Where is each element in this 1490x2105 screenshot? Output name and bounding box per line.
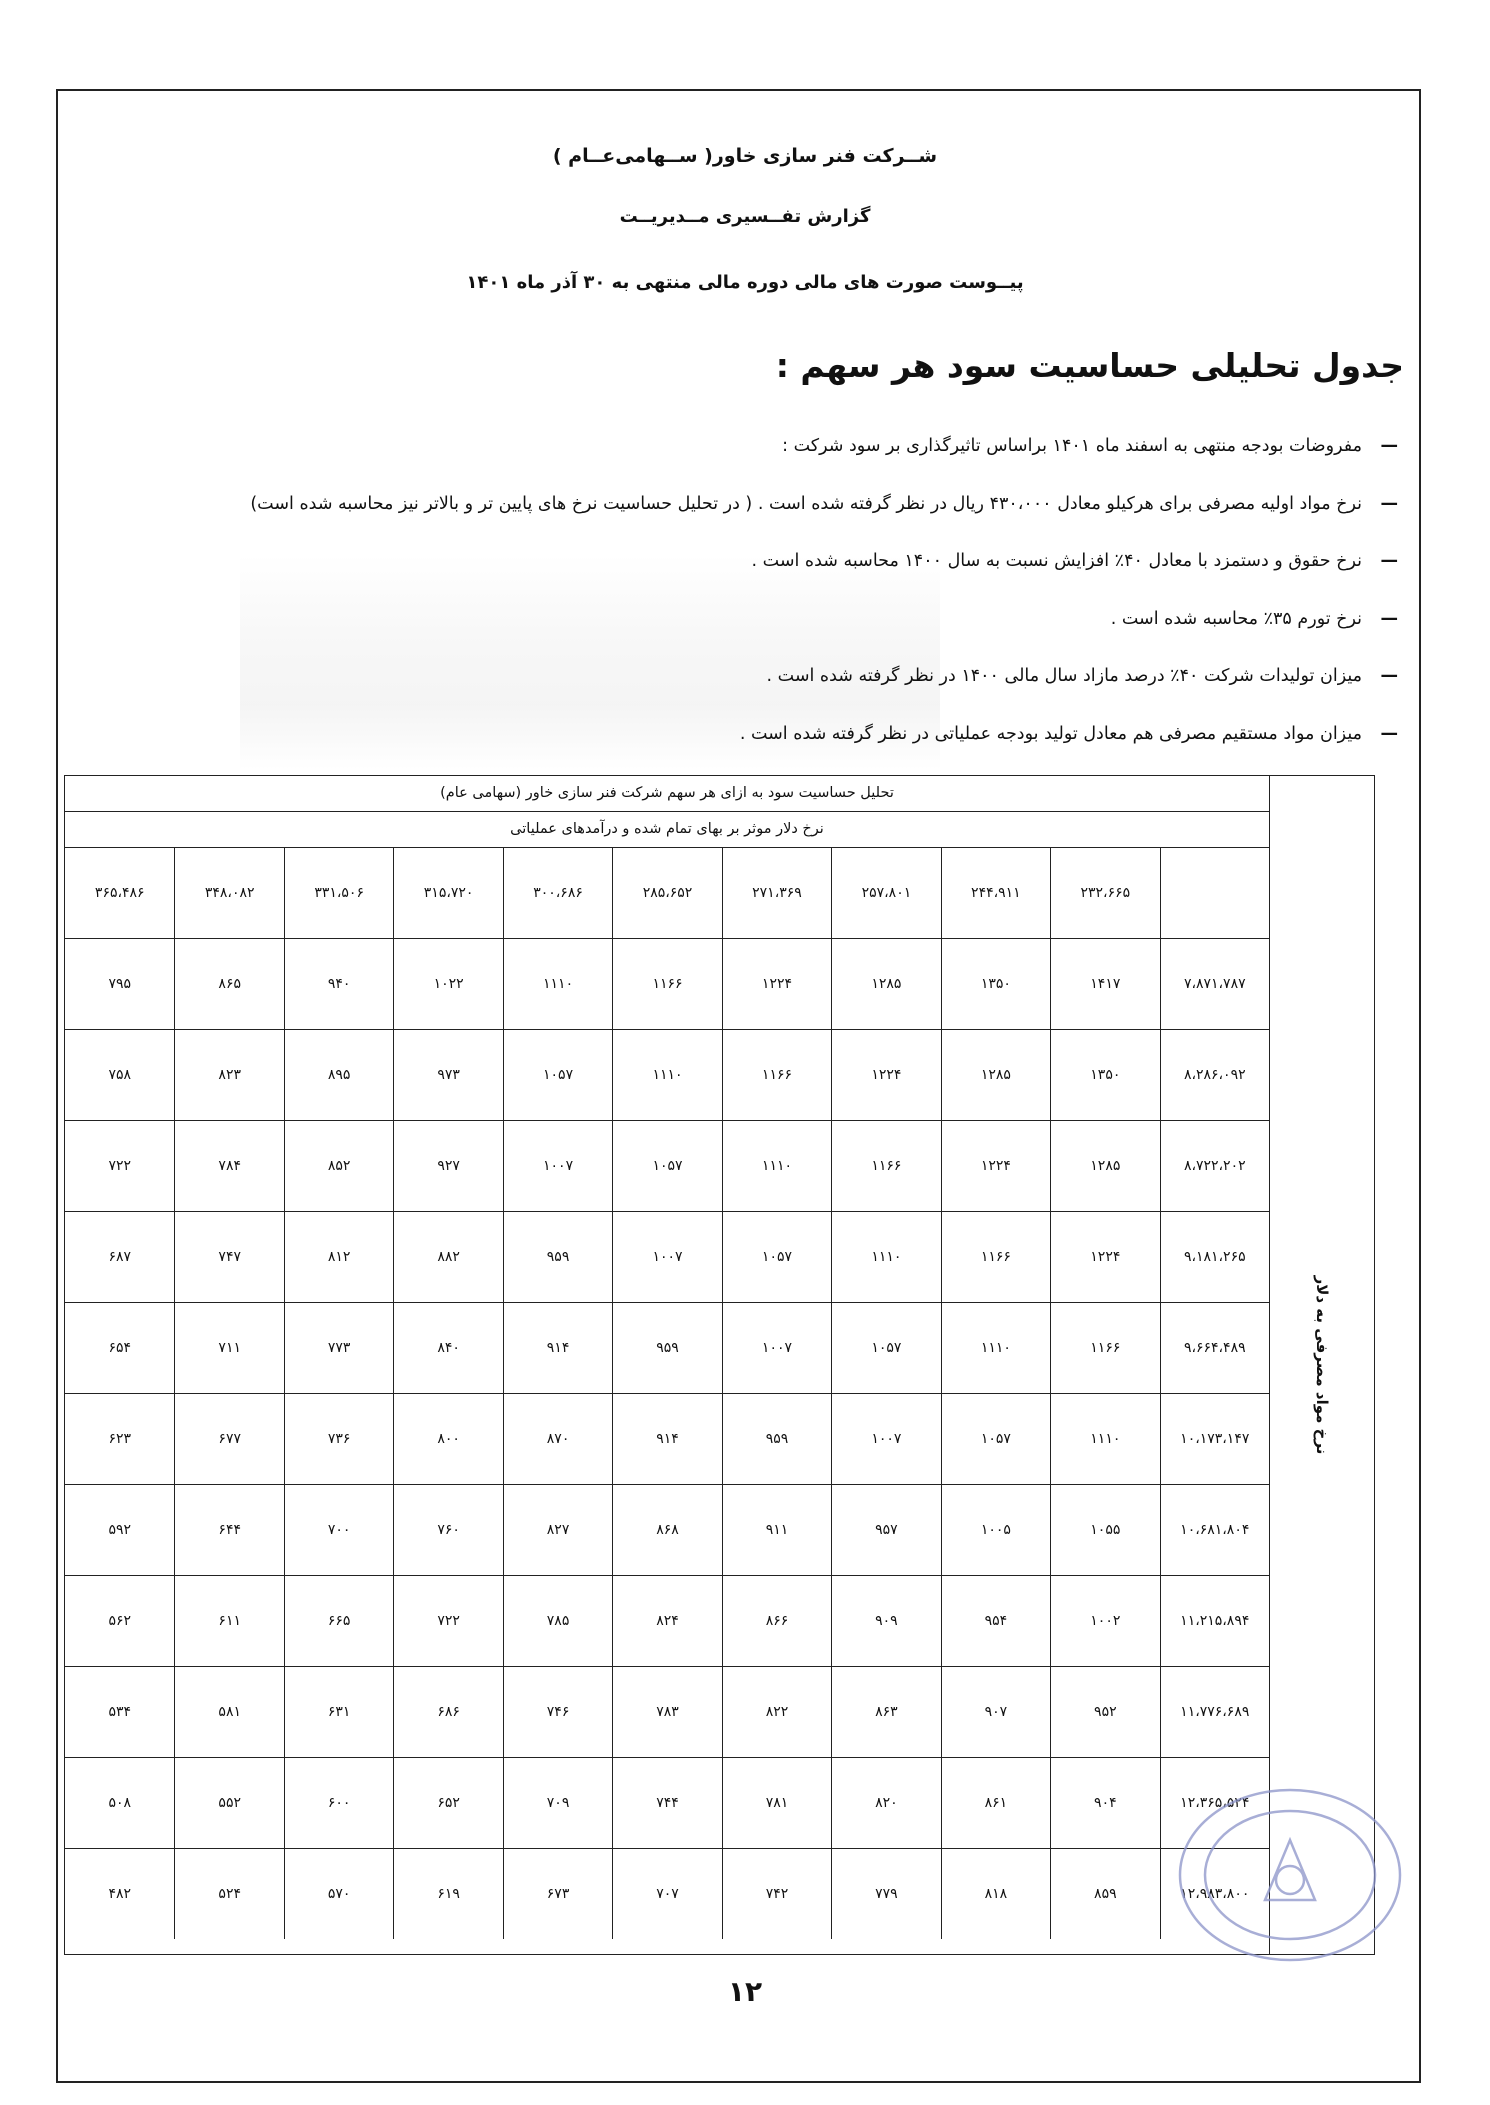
table-cell: ۱۲۲۴ bbox=[941, 1121, 1050, 1212]
page-number: ۱۲ bbox=[727, 1975, 763, 2008]
sensitivity-table bbox=[64, 775, 1375, 1955]
row-header-value: ۱۲،۹۸۳،۸۰۰ bbox=[1160, 1849, 1269, 1939]
row-header-value: ۸،۷۲۲،۲۰۲ bbox=[1160, 1121, 1269, 1212]
table-cell: ۸۶۵ bbox=[174, 939, 283, 1030]
table-cell: ۱۲۲۴ bbox=[831, 1030, 940, 1121]
column-header-value: ۲۵۷،۸۰۱ bbox=[831, 848, 940, 939]
column-header-value: ۳۶۵،۴۸۶ bbox=[65, 848, 174, 939]
table-cell: ۵۲۴ bbox=[174, 1849, 283, 1939]
table-cell: ۷۲۲ bbox=[393, 1576, 502, 1667]
table-cell: ۸۲۳ bbox=[174, 1030, 283, 1121]
row-header-value: ۱۱،۲۱۵،۸۹۴ bbox=[1160, 1576, 1269, 1667]
table-cell: ۸۶۶ bbox=[722, 1576, 831, 1667]
list-item-text: میزان مواد مستقیم مصرفی هم معادل تولید بودجه عملیاتی در نظر گرفته شده است . bbox=[739, 723, 1362, 744]
column-header-value: ۳۱۵،۷۲۰ bbox=[393, 848, 502, 939]
table-cell: ۸۸۲ bbox=[393, 1212, 502, 1303]
table-cell: ۶۴۴ bbox=[174, 1485, 283, 1576]
table-cell: ۷۱۱ bbox=[174, 1303, 283, 1394]
table-cell: ۱۰۵۷ bbox=[831, 1303, 940, 1394]
table-cell: ۵۳۴ bbox=[65, 1667, 174, 1758]
table-cell: ۷۴۶ bbox=[503, 1667, 612, 1758]
report-title: گزارش تفــسیری مــدیریــت bbox=[619, 206, 871, 227]
table-cell: ۱۲۸۵ bbox=[1050, 1121, 1159, 1212]
table-cell: ۹۰۷ bbox=[941, 1667, 1050, 1758]
table-cell: ۷۶۰ bbox=[393, 1485, 502, 1576]
column-header-label: نرخ دلار موثر بر بهای تمام شده و درآمدهای عملیاتی bbox=[65, 812, 1269, 848]
list-item: — نرخ تورم ۳۵٪ محاسبه شده است . bbox=[1110, 608, 1398, 629]
table-cell: ۸۱۸ bbox=[941, 1849, 1050, 1939]
table-cell: ۸۶۱ bbox=[941, 1758, 1050, 1849]
table-cell: ۸۶۳ bbox=[831, 1667, 940, 1758]
table-cell: ۷۰۹ bbox=[503, 1758, 612, 1849]
table-cell: ۱۱۶۶ bbox=[722, 1030, 831, 1121]
row-header-label: نرخ مواد مصرفی به دلار bbox=[1313, 1275, 1331, 1455]
table-cell: ۶۵۴ bbox=[65, 1303, 174, 1394]
table-cell: ۱۰۰۵ bbox=[941, 1485, 1050, 1576]
table-cell: ۱۰۰۷ bbox=[831, 1394, 940, 1485]
row-header-value: ۱۲،۳۶۵،۵۲۴ bbox=[1160, 1758, 1269, 1849]
table-grid bbox=[65, 848, 1269, 1939]
row-header-value: ۷،۸۷۱،۷۸۷ bbox=[1160, 939, 1269, 1030]
table-cell: ۱۱۱۰ bbox=[722, 1121, 831, 1212]
column-header-value: ۳۳۱،۵۰۶ bbox=[284, 848, 393, 939]
table-cell: ۹۵۷ bbox=[831, 1485, 940, 1576]
table-cell: ۱۰۰۷ bbox=[612, 1212, 721, 1303]
table-cell: ۸۷۰ bbox=[503, 1394, 612, 1485]
table-cell: ۱۰۵۷ bbox=[722, 1212, 831, 1303]
table-cell: ۱۱۱۰ bbox=[831, 1212, 940, 1303]
table-cell: ۵۵۲ bbox=[174, 1758, 283, 1849]
table-cell: ۵۹۲ bbox=[65, 1485, 174, 1576]
table-cell: ۷۸۴ bbox=[174, 1121, 283, 1212]
table-cell: ۱۰۰۷ bbox=[722, 1303, 831, 1394]
table-cell: ۷۹۵ bbox=[65, 939, 174, 1030]
row-header-value: ۱۰،۶۸۱،۸۰۴ bbox=[1160, 1485, 1269, 1576]
column-header-value: ۲۸۵،۶۵۲ bbox=[612, 848, 721, 939]
table-cell: ۱۴۱۷ bbox=[1050, 939, 1159, 1030]
row-header-value: ۹،۶۶۴،۴۸۹ bbox=[1160, 1303, 1269, 1394]
table-cell: ۶۱۱ bbox=[174, 1576, 283, 1667]
table-cell: ۱۳۵۰ bbox=[1050, 1030, 1159, 1121]
list-item: — میزان تولیدات شرکت ۴۰٪ درصد مازاد سال مالی ۱۴۰۰ در نظر گرفته شده است . bbox=[766, 666, 1398, 686]
table-cell: ۵۶۲ bbox=[65, 1576, 174, 1667]
row-header-value: ۹،۱۸۱،۲۶۵ bbox=[1160, 1212, 1269, 1303]
table-title: تحلیل حساسیت سود به ازای هر سهم شرکت فنر سازی خاور (سهامی عام) bbox=[65, 776, 1269, 812]
table-cell: ۷۷۳ bbox=[284, 1303, 393, 1394]
table-cell: ۱۲۲۴ bbox=[722, 939, 831, 1030]
list-item: — میزان مواد مستقیم مصرفی هم معادل تولید بودجه عملیاتی در نظر گرفته شده است . bbox=[739, 723, 1398, 744]
list-item-text: مفروضات بودجه منتهی به اسفند ماه ۱۴۰۱ براساس تاثیرگذاری بر سود شرکت : bbox=[782, 436, 1362, 456]
table-cell: ۱۱۶۶ bbox=[612, 939, 721, 1030]
table-cell: ۸۶۸ bbox=[612, 1485, 721, 1576]
table-main bbox=[65, 776, 1269, 1954]
table-cell: ۱۰۵۷ bbox=[503, 1030, 612, 1121]
table-cell: ۸۲۴ bbox=[612, 1576, 721, 1667]
table-cell: ۱۰۵۷ bbox=[941, 1394, 1050, 1485]
table-cell: ۱۳۵۰ bbox=[941, 939, 1050, 1030]
table-cell: ۱۲۲۴ bbox=[1050, 1212, 1159, 1303]
table-cell: ۹۵۹ bbox=[612, 1303, 721, 1394]
table-cell: ۸۵۹ bbox=[1050, 1849, 1159, 1939]
table-cell: ۱۱۶۶ bbox=[831, 1121, 940, 1212]
table-cell: ۹۷۳ bbox=[393, 1030, 502, 1121]
row-header-value: ۸،۲۸۶،۰۹۲ bbox=[1160, 1030, 1269, 1121]
report-subtitle: پیــوست صورت های مالی دوره مالی منتهی به ۳۰ آذر ماه ۱۴۰۱ bbox=[466, 272, 1024, 293]
table-cell: ۱۱۱۰ bbox=[1050, 1394, 1159, 1485]
table-cell: ۶۷۳ bbox=[503, 1849, 612, 1939]
table-cell: ۱۱۶۶ bbox=[1050, 1303, 1159, 1394]
corner-cell bbox=[1160, 848, 1269, 939]
table-cell: ۸۹۵ bbox=[284, 1030, 393, 1121]
column-header-value: ۳۴۸،۰۸۲ bbox=[174, 848, 283, 939]
row-header-value: ۱۱،۷۷۶،۶۸۹ bbox=[1160, 1667, 1269, 1758]
row-header-cell bbox=[1269, 776, 1374, 1954]
list-item: — مفروضات بودجه منتهی به اسفند ماه ۱۴۰۱ براساس تاثیرگذاری بر سود شرکت : bbox=[782, 436, 1398, 456]
list-item: — نرخ حقوق و دستمزد با معادل ۴۰٪ افزایش نسبت به سال ۱۴۰۰ محاسبه شده است . bbox=[751, 551, 1398, 571]
list-item-text: نرخ مواد اولیه مصرفی برای هرکیلو معادل ۴۳۰،۰۰۰ ریال در نظر گرفته شده است . ( در تحلیل حساسیت نرخ های پایین تر و بالاتر نیز محاسبه شده است) bbox=[250, 493, 1362, 514]
table-cell: ۱۰۲۲ bbox=[393, 939, 502, 1030]
table-cell: ۷۸۵ bbox=[503, 1576, 612, 1667]
table-cell: ۶۱۹ bbox=[393, 1849, 502, 1939]
table-cell: ۱۱۱۰ bbox=[941, 1303, 1050, 1394]
table-cell: ۷۴۷ bbox=[174, 1212, 283, 1303]
table-cell: ۶۸۶ bbox=[393, 1667, 502, 1758]
table-cell: ۸۰۰ bbox=[393, 1394, 502, 1485]
column-header-value: ۲۴۴،۹۱۱ bbox=[941, 848, 1050, 939]
table-cell: ۸۵۲ bbox=[284, 1121, 393, 1212]
column-header-value: ۲۳۲،۶۶۵ bbox=[1050, 848, 1159, 939]
company-name: شــرکت فنر سازی خاور( ســهامی‌عــام ) bbox=[552, 145, 938, 167]
table-cell: ۹۲۷ bbox=[393, 1121, 502, 1212]
table-cell: ۷۰۰ bbox=[284, 1485, 393, 1576]
table-cell: ۸۲۲ bbox=[722, 1667, 831, 1758]
table-cell: ۹۰۴ bbox=[1050, 1758, 1159, 1849]
table-cell: ۱۱۶۶ bbox=[941, 1212, 1050, 1303]
table-cell: ۹۱۱ bbox=[722, 1485, 831, 1576]
table-cell: ۷۸۱ bbox=[722, 1758, 831, 1849]
table-cell: ۷۷۹ bbox=[831, 1849, 940, 1939]
table-cell: ۷۰۷ bbox=[612, 1849, 721, 1939]
table-cell: ۸۴۰ bbox=[393, 1303, 502, 1394]
row-header-value: ۱۰،۱۷۳،۱۴۷ bbox=[1160, 1394, 1269, 1485]
table-cell: ۱۱۱۰ bbox=[503, 939, 612, 1030]
table-cell: ۸۲۰ bbox=[831, 1758, 940, 1849]
assumptions-list bbox=[118, 436, 1398, 781]
table-cell: ۶۳۱ bbox=[284, 1667, 393, 1758]
table-cell: ۱۲۸۵ bbox=[941, 1030, 1050, 1121]
table-cell: ۹۵۹ bbox=[503, 1212, 612, 1303]
table-cell: ۷۴۲ bbox=[722, 1849, 831, 1939]
table-cell: ۸۲۷ bbox=[503, 1485, 612, 1576]
column-header-value: ۳۰۰،۶۸۶ bbox=[503, 848, 612, 939]
table-cell: ۱۰۵۵ bbox=[1050, 1485, 1159, 1576]
table-cell: ۹۱۴ bbox=[503, 1303, 612, 1394]
table-cell: ۸۱۲ bbox=[284, 1212, 393, 1303]
company-seal-icon bbox=[1170, 1780, 1410, 1970]
table-cell: ۹۵۴ bbox=[941, 1576, 1050, 1667]
table-cell: ۶۶۵ bbox=[284, 1576, 393, 1667]
table-cell: ۱۰۰۷ bbox=[503, 1121, 612, 1212]
list-item-text: میزان تولیدات شرکت ۴۰٪ درصد مازاد سال مالی ۱۴۰۰ در نظر گرفته شده است . bbox=[766, 666, 1362, 686]
table-cell: ۶۷۷ bbox=[174, 1394, 283, 1485]
table-cell: ۶۰۰ bbox=[284, 1758, 393, 1849]
table-cell: ۶۵۲ bbox=[393, 1758, 502, 1849]
table-cell: ۹۱۴ bbox=[612, 1394, 721, 1485]
table-cell: ۷۲۲ bbox=[65, 1121, 174, 1212]
table-cell: ۹۵۹ bbox=[722, 1394, 831, 1485]
table-cell: ۹۴۰ bbox=[284, 939, 393, 1030]
table-cell: ۵۸۱ bbox=[174, 1667, 283, 1758]
table-cell: ۶۸۷ bbox=[65, 1212, 174, 1303]
column-header-value: ۲۷۱،۳۶۹ bbox=[722, 848, 831, 939]
list-item-text: نرخ تورم ۳۵٪ محاسبه شده است . bbox=[1110, 608, 1362, 629]
table-cell: ۱۰۰۲ bbox=[1050, 1576, 1159, 1667]
table-cell: ۷۵۸ bbox=[65, 1030, 174, 1121]
list-item: — نرخ مواد اولیه مصرفی برای هرکیلو معادل ۴۳۰،۰۰۰ ریال در نظر گرفته شده است . ( در تحلیل حساسیت نرخ های پایین تر و بالاتر نیز محاسبه شده است) bbox=[250, 493, 1398, 514]
table-cell: ۹۵۲ bbox=[1050, 1667, 1159, 1758]
table-cell: ۹۰۹ bbox=[831, 1576, 940, 1667]
table-cell: ۷۳۶ bbox=[284, 1394, 393, 1485]
table-cell: ۵۷۰ bbox=[284, 1849, 393, 1939]
table-cell: ۷۸۳ bbox=[612, 1667, 721, 1758]
table-cell: ۱۲۸۵ bbox=[831, 939, 940, 1030]
table-cell: ۱۱۱۰ bbox=[612, 1030, 721, 1121]
table-cell: ۶۲۳ bbox=[65, 1394, 174, 1485]
table-cell: ۴۸۲ bbox=[108, 1886, 132, 1902]
table-cell: ۵۰۸ bbox=[65, 1758, 174, 1849]
table-cell: ۷۴۴ bbox=[612, 1758, 721, 1849]
list-item-text: نرخ حقوق و دستمزد با معادل ۴۰٪ افزایش نسبت به سال ۱۴۰۰ محاسبه شده است . bbox=[751, 551, 1362, 571]
table-cell: ۱۰۵۷ bbox=[612, 1121, 721, 1212]
section-heading: جدول تحلیلی حساسیت سود هر سهم : bbox=[775, 346, 1404, 385]
